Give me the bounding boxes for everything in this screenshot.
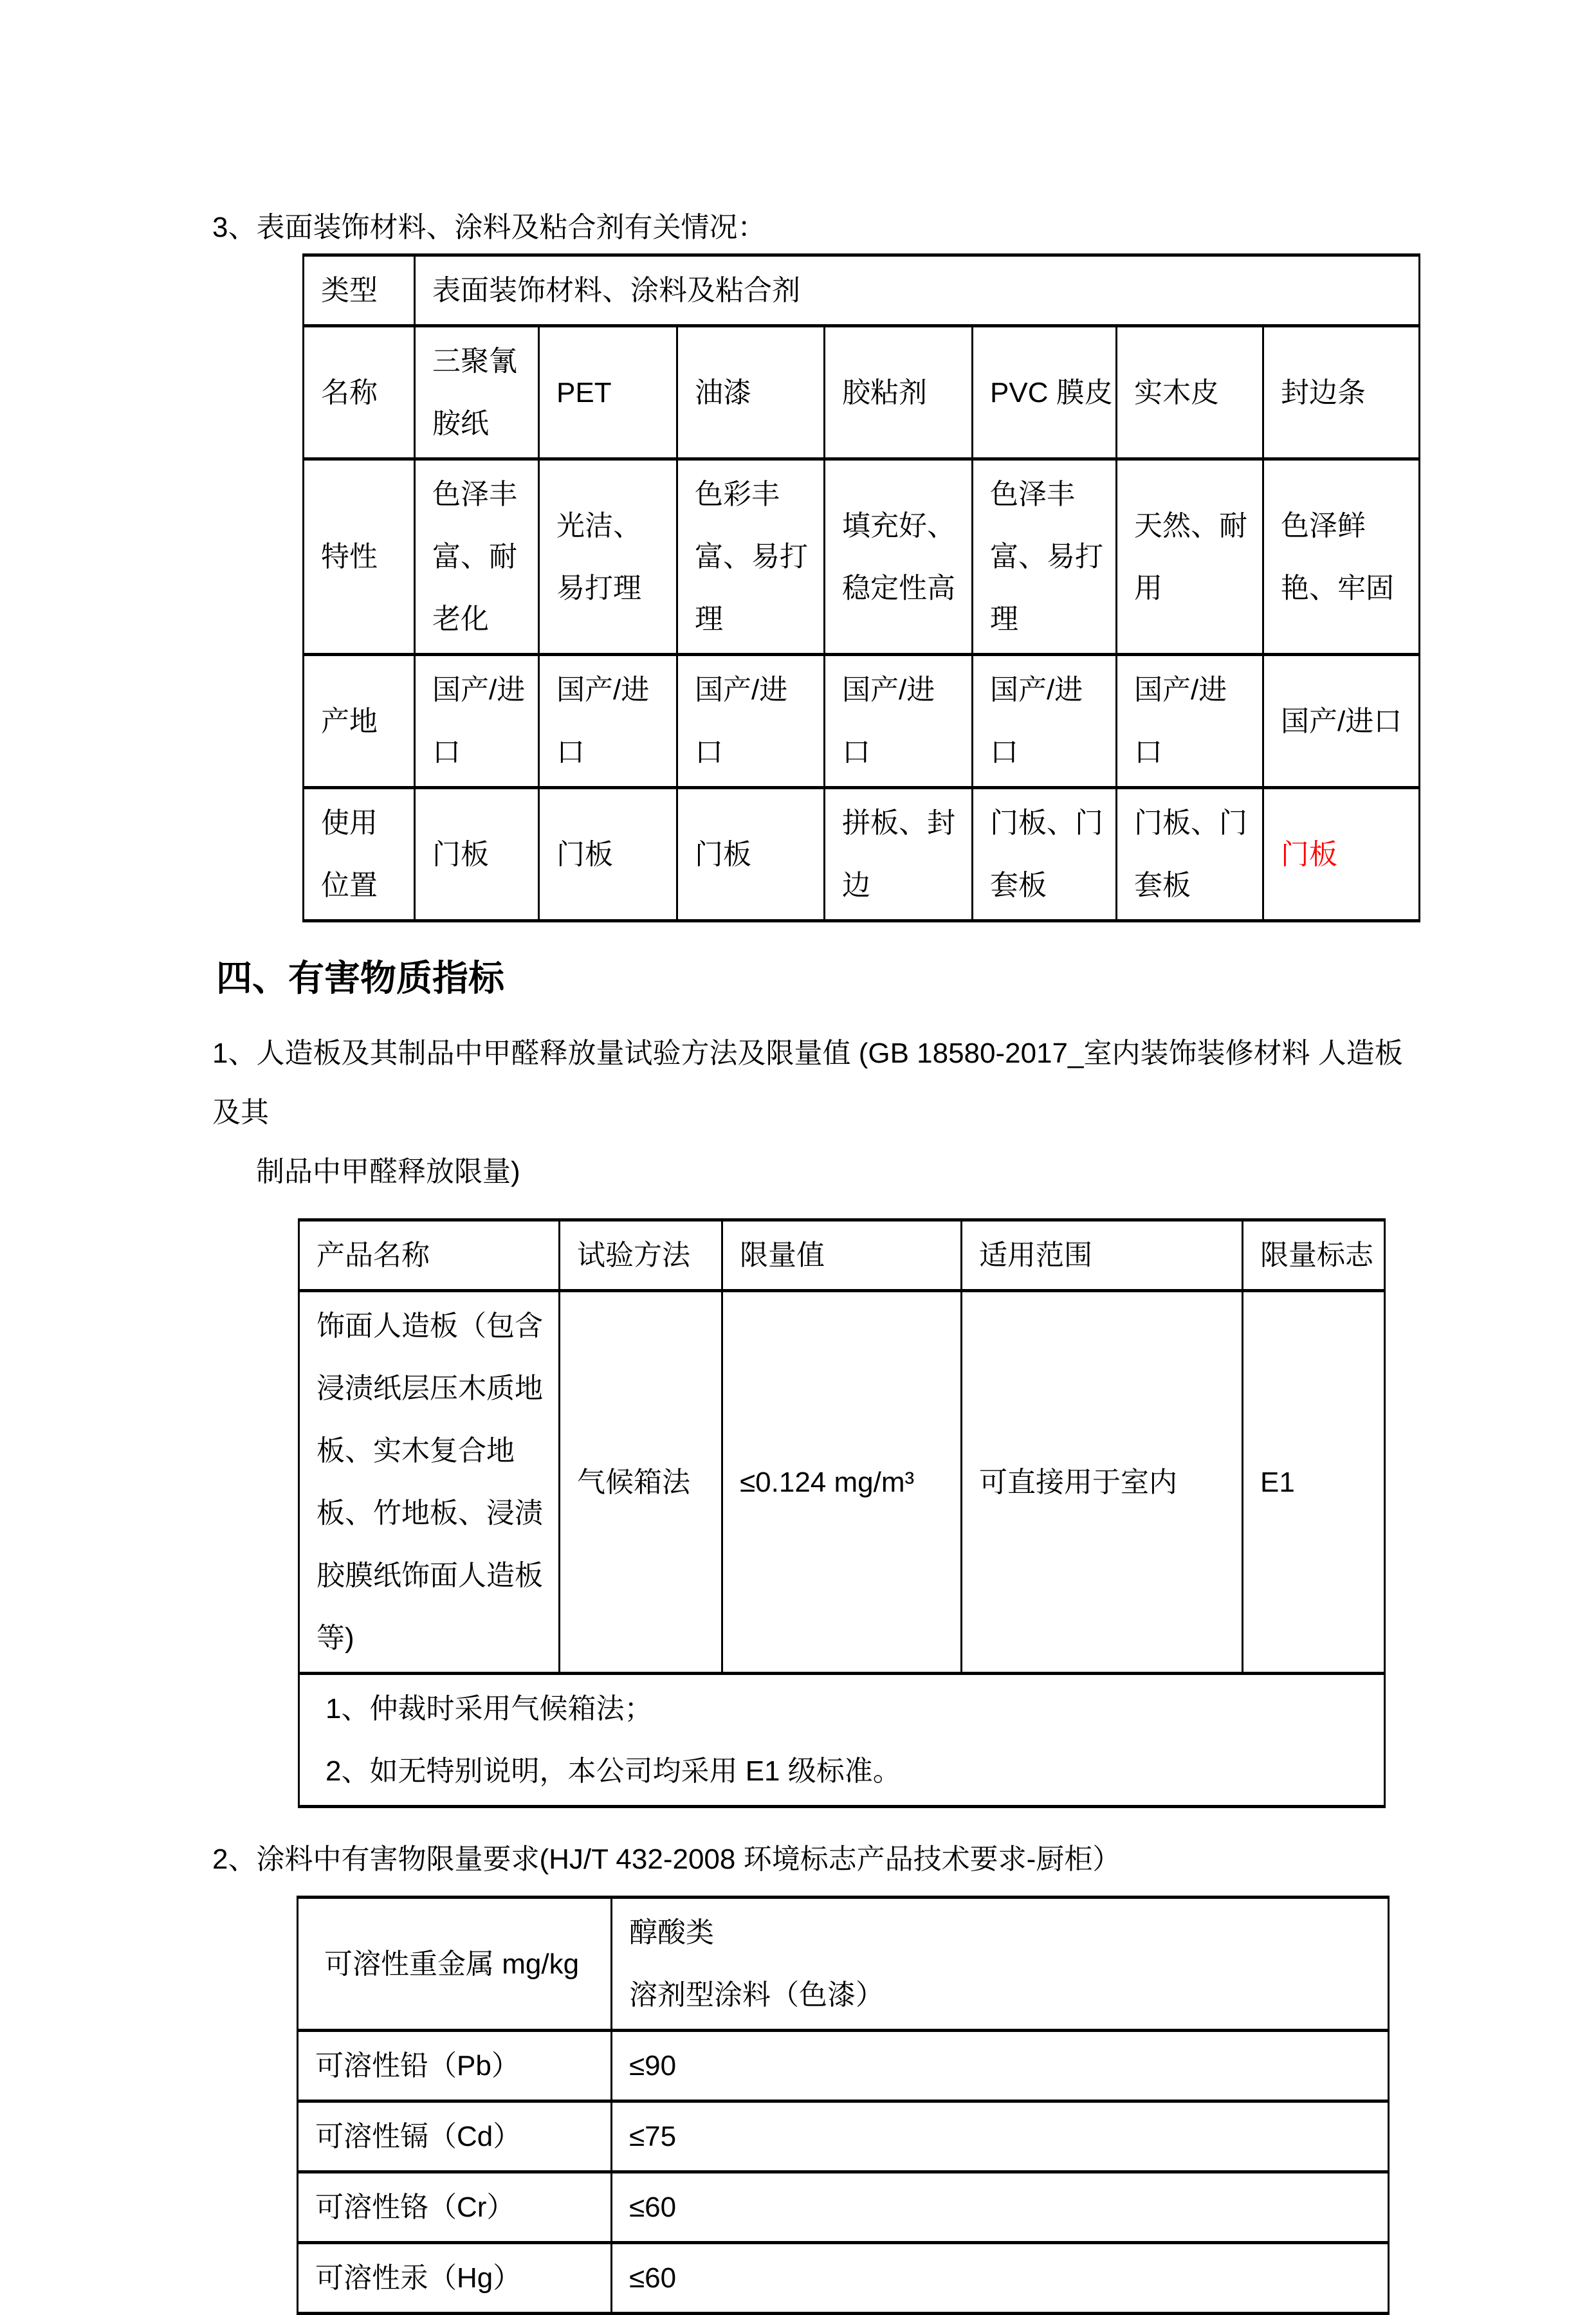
material-name-cell: 实木皮 xyxy=(1117,326,1263,459)
column-header-product: 产品名称 xyxy=(299,1220,560,1291)
product-name-cell: 饰面人造板（包含浸渍纸层压木质地板、实木复合地板、竹地板、浸渍胶膜纸饰面人造板等) xyxy=(299,1291,560,1674)
table-notes-row xyxy=(299,1674,1385,1807)
material-position-cell: 门板、门套板 xyxy=(1117,788,1263,921)
material-name-cell: PET xyxy=(539,326,677,459)
name-label-cell: 名称 xyxy=(304,326,415,459)
material-origin-cell: 国产/进口 xyxy=(1263,655,1420,788)
metal-name-cell: 可溶性铬（Cr） xyxy=(298,2172,612,2243)
metal-limit-cell: ≤90 xyxy=(612,2031,1389,2101)
material-position-cell: 门板 xyxy=(415,788,539,921)
section4-heading: 四、有害物质指标 xyxy=(216,958,504,998)
page-content xyxy=(212,211,1422,2315)
material-position-cell: 拼板、封边 xyxy=(825,788,973,921)
note-line: 2、如无特别说明，本公司均采用 E1 级标准。 xyxy=(326,1755,901,1787)
material-feature-cell: 色泽丰富、耐老化 xyxy=(415,459,539,655)
table-notes-cell xyxy=(299,1674,1385,1807)
table-row xyxy=(299,1291,1385,1674)
heavy-metal-header-cell: 可溶性重金属 mg/kg xyxy=(298,1898,612,2031)
material-position-cell-highlighted: 门板 xyxy=(1263,788,1420,921)
material-feature-cell: 填充好、稳定性高 xyxy=(825,459,973,655)
material-name-cell: 胶粘剂 xyxy=(825,326,973,459)
material-name-cell: 三聚氰胺纸 xyxy=(415,326,539,459)
scope-cell: 可直接用于室内 xyxy=(962,1291,1243,1674)
position-label-cell: 使用位置 xyxy=(304,788,415,921)
metal-name-cell: 可溶性铅（Pb） xyxy=(298,2031,612,2101)
material-origin-cell: 国产/进口 xyxy=(825,655,973,788)
table-row xyxy=(298,2172,1389,2243)
table-row xyxy=(304,459,1420,655)
formaldehyde-limit-table xyxy=(298,1218,1386,1808)
type-label-cell: 类型 xyxy=(304,255,415,326)
material-feature-cell: 色泽丰富、易打理 xyxy=(973,459,1117,655)
heavy-metal-limit-table xyxy=(297,1896,1390,2315)
material-origin-cell: 国产/进口 xyxy=(1117,655,1263,788)
material-feature-cell: 光洁、易打理 xyxy=(539,459,677,655)
formaldehyde-intro-line2: 制品中甲醛释放限量) xyxy=(256,1156,520,1187)
material-position-cell: 门板 xyxy=(677,788,825,921)
column-header-method: 试验方法 xyxy=(560,1220,722,1291)
coating-type-line1: 醇酸类 xyxy=(629,1917,714,1948)
table-row xyxy=(304,326,1420,459)
formaldehyde-intro xyxy=(212,1024,1422,1202)
metal-limit-cell: ≤60 xyxy=(612,2243,1389,2314)
material-origin-cell: 国产/进口 xyxy=(415,655,539,788)
table-row xyxy=(298,2031,1389,2101)
material-feature-cell: 色泽鲜艳、牢固 xyxy=(1263,459,1420,655)
material-feature-cell: 色彩丰富、易打理 xyxy=(677,459,825,655)
type-value-cell: 表面装饰材料、涂料及粘合剂 xyxy=(415,255,1420,326)
table-row xyxy=(304,655,1420,788)
feature-label-cell: 特性 xyxy=(304,459,415,655)
column-header-mark: 限量标志 xyxy=(1243,1220,1385,1291)
metal-name-cell: 可溶性镉（Cd） xyxy=(298,2101,612,2172)
coating-intro: 2、涂料中有害物限量要求(HJ/T 432-2008 环境标志产品技术要求-厨柜） xyxy=(212,1844,1121,1875)
material-name-cell: PVC 膜皮 xyxy=(973,326,1117,459)
column-header-scope: 适用范围 xyxy=(962,1220,1243,1291)
coating-type-header-cell xyxy=(612,1898,1389,2031)
material-name-cell: 封边条 xyxy=(1263,326,1420,459)
note-line: 1、仲裁时采用气候箱法； xyxy=(326,1693,653,1725)
material-name-cell: 油漆 xyxy=(677,326,825,459)
metal-limit-cell: ≤60 xyxy=(612,2172,1389,2243)
table-row xyxy=(298,2243,1389,2314)
coating-type-line2: 溶剂型涂料（色漆） xyxy=(629,1979,884,2011)
table-header-row xyxy=(298,1898,1389,2031)
metal-name-cell: 可溶性汞（Hg） xyxy=(298,2243,612,2314)
table-row xyxy=(304,255,1420,326)
column-header-limit: 限量值 xyxy=(722,1220,962,1291)
material-position-cell: 门板、门套板 xyxy=(973,788,1117,921)
material-origin-cell: 国产/进口 xyxy=(973,655,1117,788)
table-row xyxy=(304,788,1420,921)
table-header-row xyxy=(299,1220,1385,1291)
limit-mark-cell: E1 xyxy=(1243,1291,1385,1674)
table-row xyxy=(298,2101,1389,2172)
limit-value-cell: ≤0.124 mg/m³ xyxy=(722,1291,962,1674)
material-position-cell: 门板 xyxy=(539,788,677,921)
section3-title: 3、表面装饰材料、涂料及粘合剂有关情况： xyxy=(212,212,766,243)
formaldehyde-intro-line1: 1、人造板及其制品中甲醛释放量试验方法及限量值 (GB 18580-2017_室内装饰装修材料 人造板及其 xyxy=(212,1038,1403,1128)
material-origin-cell: 国产/进口 xyxy=(677,655,825,788)
surface-materials-table xyxy=(302,253,1420,922)
material-origin-cell: 国产/进口 xyxy=(539,655,677,788)
material-feature-cell: 天然、耐用 xyxy=(1117,459,1263,655)
test-method-cell: 气候箱法 xyxy=(560,1291,722,1674)
metal-limit-cell: ≤75 xyxy=(612,2101,1389,2172)
origin-label-cell: 产地 xyxy=(304,655,415,788)
